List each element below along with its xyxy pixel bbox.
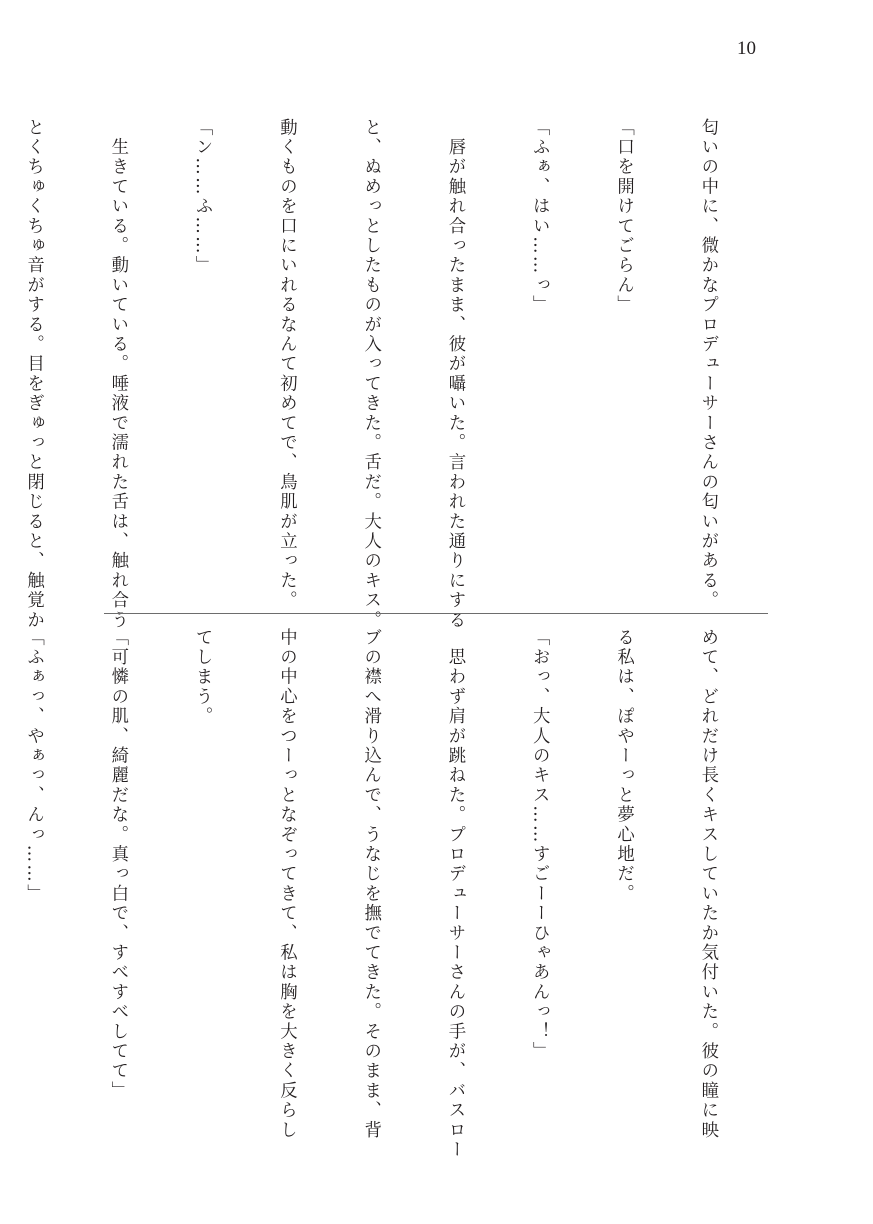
text-line: 中の中心をつーっとなぞってきて、私は胸を大きく反らし — [276, 628, 297, 1141]
text-line: 思わず肩が跳ねた。プロデューサーさんの手が、バスロー — [444, 628, 465, 1160]
text-line: 動くものを口にいれるなんて初めてで、鳥肌が立った。 — [276, 118, 297, 611]
text-line: とくちゅくちゅ音がする。目をぎゅっと閉じると、触覚か — [23, 118, 44, 631]
text-line: る私は、ぽやーっと夢心地だ。 — [613, 628, 634, 904]
text-line: 「おっ、大人のキス……すごーーひゃあんっ！」 — [529, 628, 550, 1062]
text-line: 「ン……ふ……」 — [192, 118, 213, 276]
text-line: 「ふぁ、はい……っ」 — [529, 118, 550, 315]
text-line: めて、どれだけ長くキスしていたか気付いた。彼の瞳に映 — [697, 628, 718, 1141]
text-line: 生きている。動いている。唾液で濡れた舌は、触れ合う — [107, 118, 128, 631]
text-line: 「ふぁっ、やぁっ、んっ……」 — [23, 628, 44, 904]
text-line: 唇が触れ合ったまま、彼が囁いた。言われた通りにする — [444, 118, 465, 631]
text-line: 「口を開けてごらん」 — [613, 118, 634, 315]
text-line: 「可憐の肌、綺麗だな。真っ白で、すべすべしてて」 — [107, 628, 128, 1101]
text-line: と、ぬめっとしたものが入ってきた。舌だ。大人のキス。 — [360, 118, 381, 631]
text-line: 匂いの中に、微かなプロデューサーさんの匂いがある。 — [697, 118, 718, 611]
text-line: てしまう。 — [192, 628, 213, 727]
text-line: ブの襟へ滑り込んで、うなじを撫でてきた。そのまま、背 — [360, 628, 381, 1141]
upper-text-block — [23, 118, 778, 631]
section-divider — [104, 613, 768, 614]
lower-text-block — [23, 628, 778, 1160]
page-number: 10 — [737, 38, 756, 59]
